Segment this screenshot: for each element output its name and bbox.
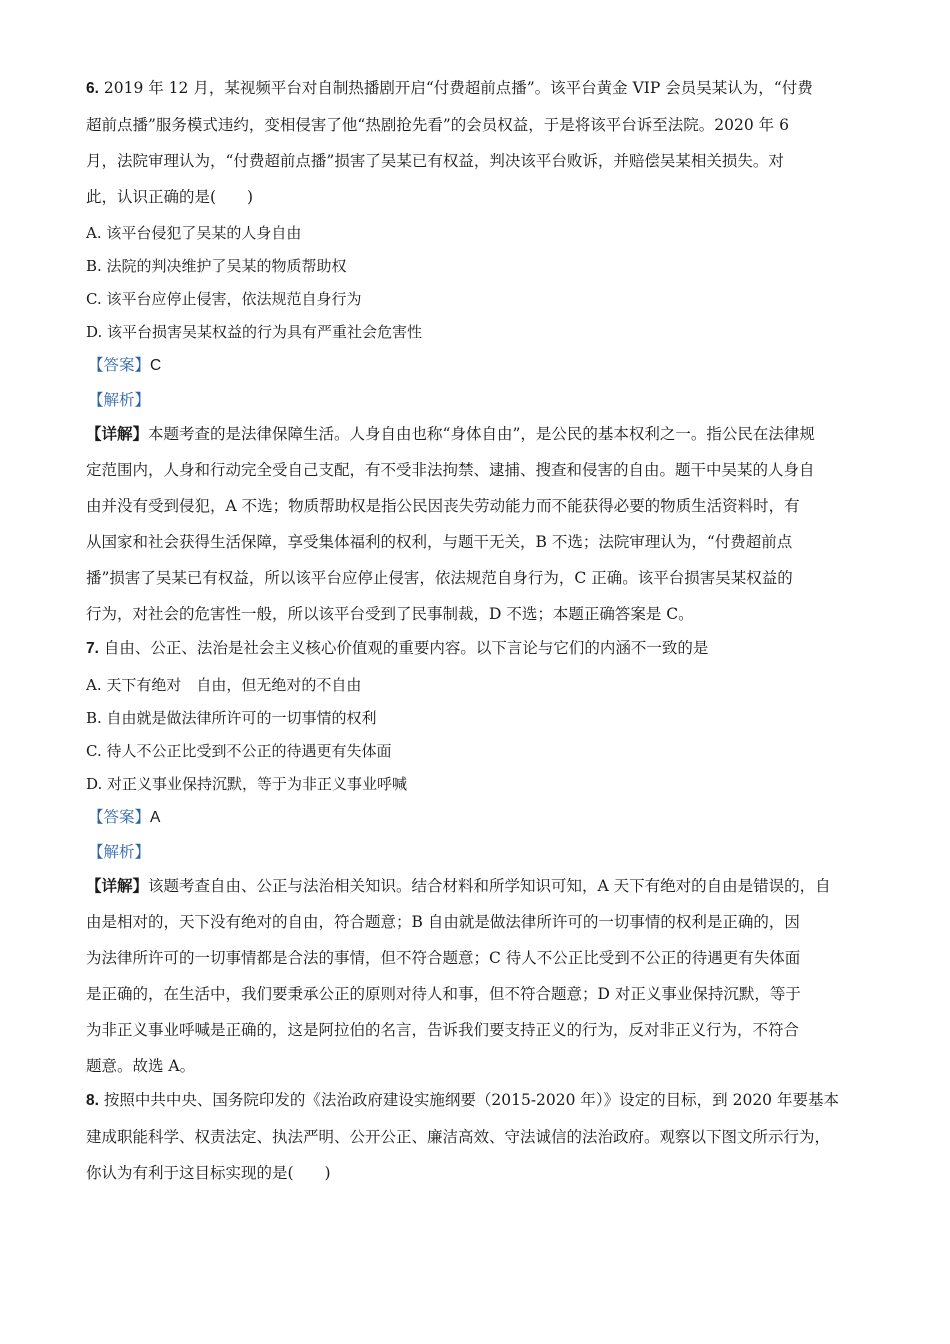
question-number: 8. (86, 1092, 99, 1109)
detail-line: 是正确的，在生活中，我们要秉承公正的原则对待人和事，但不符合题意；D 对正义事业保持沉默，等于 (86, 985, 801, 1003)
analysis-tag-row (86, 390, 866, 410)
question-number: 6. (86, 80, 99, 97)
detail-tag: 【详解】 (86, 424, 149, 443)
option-c: C. 该平台应停止侵害，依法规范自身行为 (86, 290, 362, 308)
question-stem-line: 月，法院审理认为，“付费超前点播”损害了吴某已有权益，判决该平台败诉，并赔偿吴某相关损失。对 (86, 152, 784, 170)
question-stem-line: 超前点播”服务模式违约，变相侵害了他“热剧抢先看”的会员权益，于是将该平台诉至法院。2020 年 6 (86, 116, 789, 134)
answer-row (86, 355, 866, 376)
detail-line: 题意。故选 A。 (86, 1057, 196, 1075)
detail-line: 由是相对的，天下没有绝对的自由，符合题意；B 自由就是做法律所许可的一切事情的权利是正确的，因 (86, 913, 800, 931)
option-a: A. 天下有绝对 自由，但无绝对的不自由 (86, 676, 362, 694)
question-number: 7. (86, 640, 99, 657)
detail-line: 定范围内，人身和行动完全受自己支配，有不受非法拘禁、逮捕、搜查和侵害的自由。题干中吴某的人身自 (86, 461, 815, 479)
answer-tag: 【答案】 (88, 356, 151, 374)
question-stem-line: 6. 2019 年 12 月，某视频平台对自制热播剧开启“付费超前点播”。该平台黄金 VIP 会员吴某认为，“付费 (86, 79, 813, 97)
answer-tag: 【答案】 (88, 808, 151, 826)
detail-line: 从国家和社会获得生活保障，享受集体福利的权利，与题干无关，B 不选；法院审理认为，“付费超前点 (86, 533, 793, 551)
analysis-tag-row (86, 842, 866, 862)
detail-line: 由并没有受到侵犯，A 不选；物质帮助权是指公民因丧失劳动能力而不能获得必要的物质生活资料时，有 (86, 497, 800, 515)
option-a: A. 该平台侵犯了吴某的人身自由 (86, 224, 302, 242)
option-d: D. 该平台损害吴某权益的行为具有严重社会危害性 (86, 323, 423, 341)
option-d: D. 对正义事业保持沉默，等于为非正义事业呼喊 (86, 775, 408, 793)
answer-row (86, 807, 866, 828)
question-stem-line: 建成职能科学、权责法定、执法严明、公开公正、廉洁高效、守法诚信的法治政府。观察以下图文所示行为， (86, 1128, 831, 1146)
analysis-tag: 【解析】 (88, 843, 151, 861)
detail-line: 行为，对社会的危害性一般，所以该平台受到了民事制裁，D 不选；本题正确答案是 C。 (86, 605, 694, 623)
question-stem-line: 8. 按照中共中央、国务院印发的《法治政府建设实施纲要（2015-2020 年）》设定的目标，到 2020 年要基本 (86, 1091, 839, 1109)
answer-value: C (150, 357, 162, 374)
question-stem-line: 7. 自由、公正、法治是社会主义核心价值观的重要内容。以下言论与它们的内涵不一致的是 (86, 639, 709, 657)
detail-line: 播”损害了吴某已有权益，所以该平台应停止侵害，依法规范自身行为，C 正确。该平台损害吴某权益的 (86, 569, 793, 587)
analysis-tag: 【解析】 (88, 391, 151, 409)
detail-line: 【详解】本题考查的是法律保障生活。人身自由也称“身体自由”，是公民的基本权利之一。指公民在法律规 (86, 424, 815, 443)
detail-line: 【详解】该题考查自由、公正与法治相关知识。结合材料和所学知识可知，A 天下有绝对的自由是错误的，自 (86, 876, 831, 895)
answer-value: A (150, 809, 161, 826)
question-7 (86, 638, 866, 1076)
option-c: C. 待人不公正比受到不公正的待遇更有失体面 (86, 742, 392, 760)
detail-tag: 【详解】 (86, 876, 149, 895)
option-b: B. 法院的判决维护了吴某的物质帮助权 (86, 257, 347, 275)
question-6 (86, 78, 866, 624)
question-stem-line: 此，认识正确的是( ) (86, 188, 254, 206)
question-8 (86, 1090, 866, 1183)
detail-line: 为非正义事业呼喊是正确的，这是阿拉伯的名言，告诉我们要支持正义的行为，反对非正义行为，不符合 (86, 1021, 800, 1039)
detail-line: 为法律所许可的一切事情都是合法的事情，但不符合题意；C 待人不公正比受到不公正的待遇更有失体面 (86, 949, 801, 967)
option-b: B. 自由就是做法律所许可的一切事情的权利 (86, 709, 377, 727)
question-stem-line: 你认为有利于这目标实现的是( ) (86, 1164, 331, 1182)
